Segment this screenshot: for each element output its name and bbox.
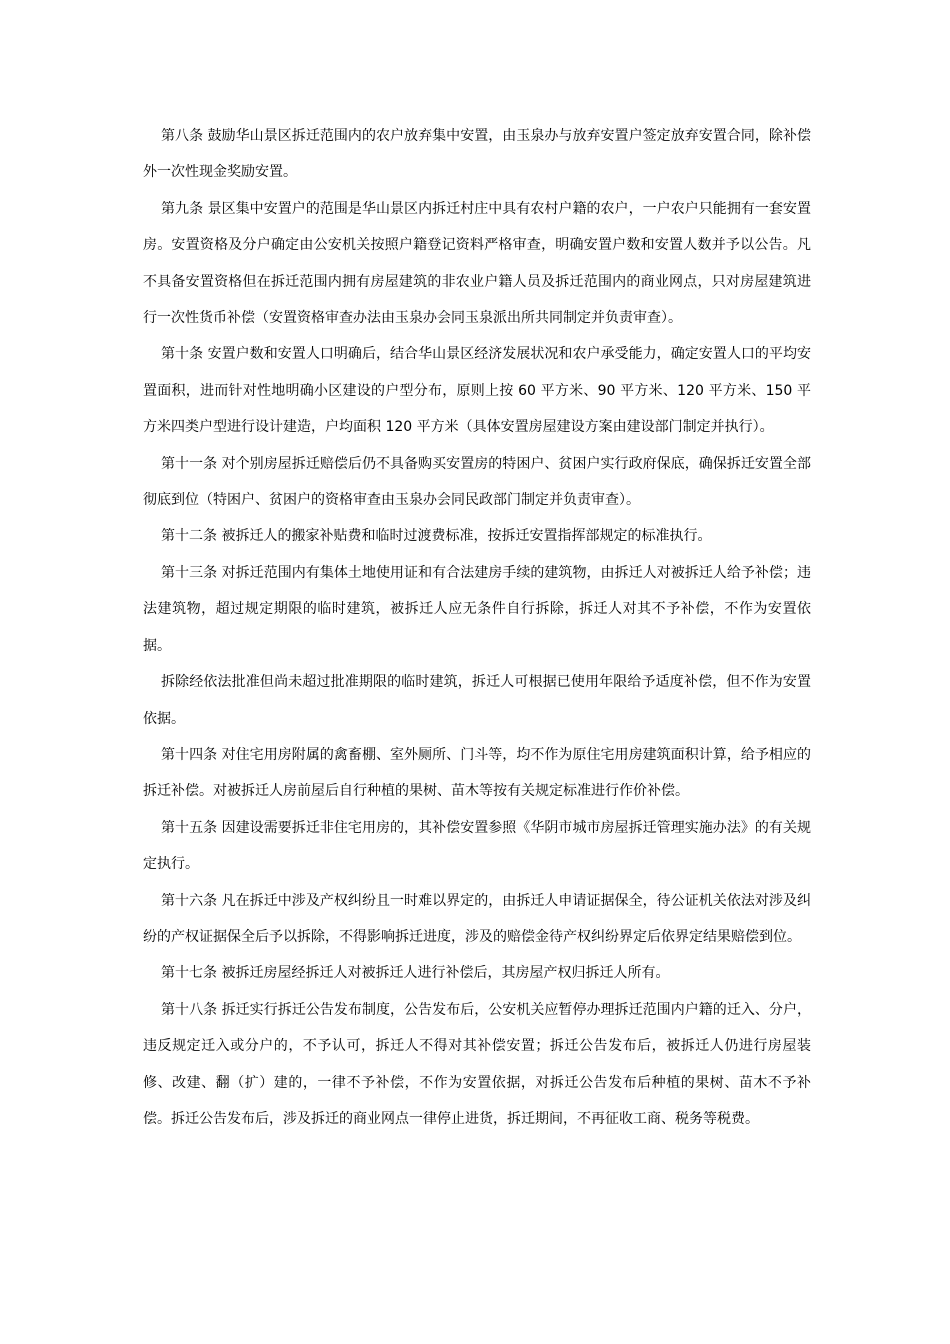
document-body xyxy=(143,118,811,1137)
article-13-paragraph: 第十三条 对拆迁范围内有集体土地使用证和有合法建房手续的建筑物，由拆迁人对被拆迁人给予补偿；违法建筑物，超过规定期限的临时建筑，被拆迁人应无条件自行拆除，拆迁人对其不予补偿，不作为安置依据。 xyxy=(143,564,811,654)
article-13-continuation-paragraph: 拆除经依法批准但尚未超过批准期限的临时建筑，拆迁人可根据已使用年限给予适度补偿，但不作为安置依据。 xyxy=(143,674,811,727)
article-14-paragraph: 第十四条 对住宅用房附属的禽畜棚、室外厕所、门斗等，均不作为原住宅用房建筑面积计算，给予相应的拆迁补偿。对被拆迁人房前屋后自行种植的果树、苗木等按有关规定标准进行作价补偿。 xyxy=(143,746,811,800)
article-12-paragraph: 第十二条 被拆迁人的搬家补贴费和临时过渡费标准，按拆迁安置指挥部规定的标准执行。 xyxy=(161,528,712,545)
article-10-paragraph: 第十条 安置户数和安置人口明确后，结合华山景区经济发展状况和农户承受能力，确定安置人口的平均安置面积，进而针对性地明确小区建设的户型分布，原则上按 60 平方米、90 平方米、120 平方米、150 平方米四类户型进行设计建造，户均面积 120 平方米（具体安置房屋建设方案由建设部门制定并执行）。 xyxy=(143,346,811,436)
article-11-paragraph: 第十一条 对个别房屋拆迁赔偿后仍不具备购买安置房的特困户、贫困户实行政府保底，确保拆迁安置全部彻底到位（特困户、贫困户的资格审查由玉泉办会同民政部门制定并负责审查）。 xyxy=(143,455,811,509)
article-16-paragraph: 第十六条 凡在拆迁中涉及产权纠纷且一时难以界定的，由拆迁人申请证据保全，待公证机关依法对涉及纠纷的产权证据保全后予以拆除，不得影响拆迁进度，涉及的赔偿金待产权纠纷界定后依界定结果赔偿到位。 xyxy=(143,892,811,945)
article-18-paragraph: 第十八条 拆迁实行拆迁公告发布制度，公告发布后，公安机关应暂停办理拆迁范围内户籍的迁入、分户，违反规定迁入或分户的，不予认可，拆迁人不得对其补偿安置；拆迁公告发布后，被拆迁人仍进行房屋装修、改建、翻（扩）建的，一律不予补偿，不作为安置依据，对拆迁公告发布后种植的果树、苗木不予补偿。拆迁公告发布后，涉及拆迁的商业网点一律停止进货，拆迁期间，不再征收工商、税务等税费。 xyxy=(143,1001,811,1127)
article-15-paragraph: 第十五条 因建设需要拆迁非住宅用房的，其补偿安置参照《华阴市城市房屋拆迁管理实施办法》的有关规定执行。 xyxy=(143,819,811,873)
article-17-paragraph: 第十七条 被拆迁房屋经拆迁人对被拆迁人进行补偿后，其房屋产权归拆迁人所有。 xyxy=(161,965,670,982)
article-8-paragraph: 第八条 鼓励华山景区拆迁范围内的农户放弃集中安置，由玉泉办与放弃安置户签定放弃安置合同，除补偿外一次性现金奖励安置。 xyxy=(143,128,811,181)
article-9-paragraph: 第九条 景区集中安置户的范围是华山景区内拆迁村庄中具有农村户籍的农户，一户农户只能拥有一套安置房。安置资格及分户确定由公安机关按照户籍登记资料严格审查，明确安置户数和安置人数并予以公告。凡不具备安置资格但在拆迁范围内拥有房屋建筑的非农业户籍人员及拆迁范围内的商业网点，只对房屋建筑进行一次性货币补偿（安置资格审查办法由玉泉办会同玉泉派出所共同制定并负责审查）。 xyxy=(143,200,811,327)
